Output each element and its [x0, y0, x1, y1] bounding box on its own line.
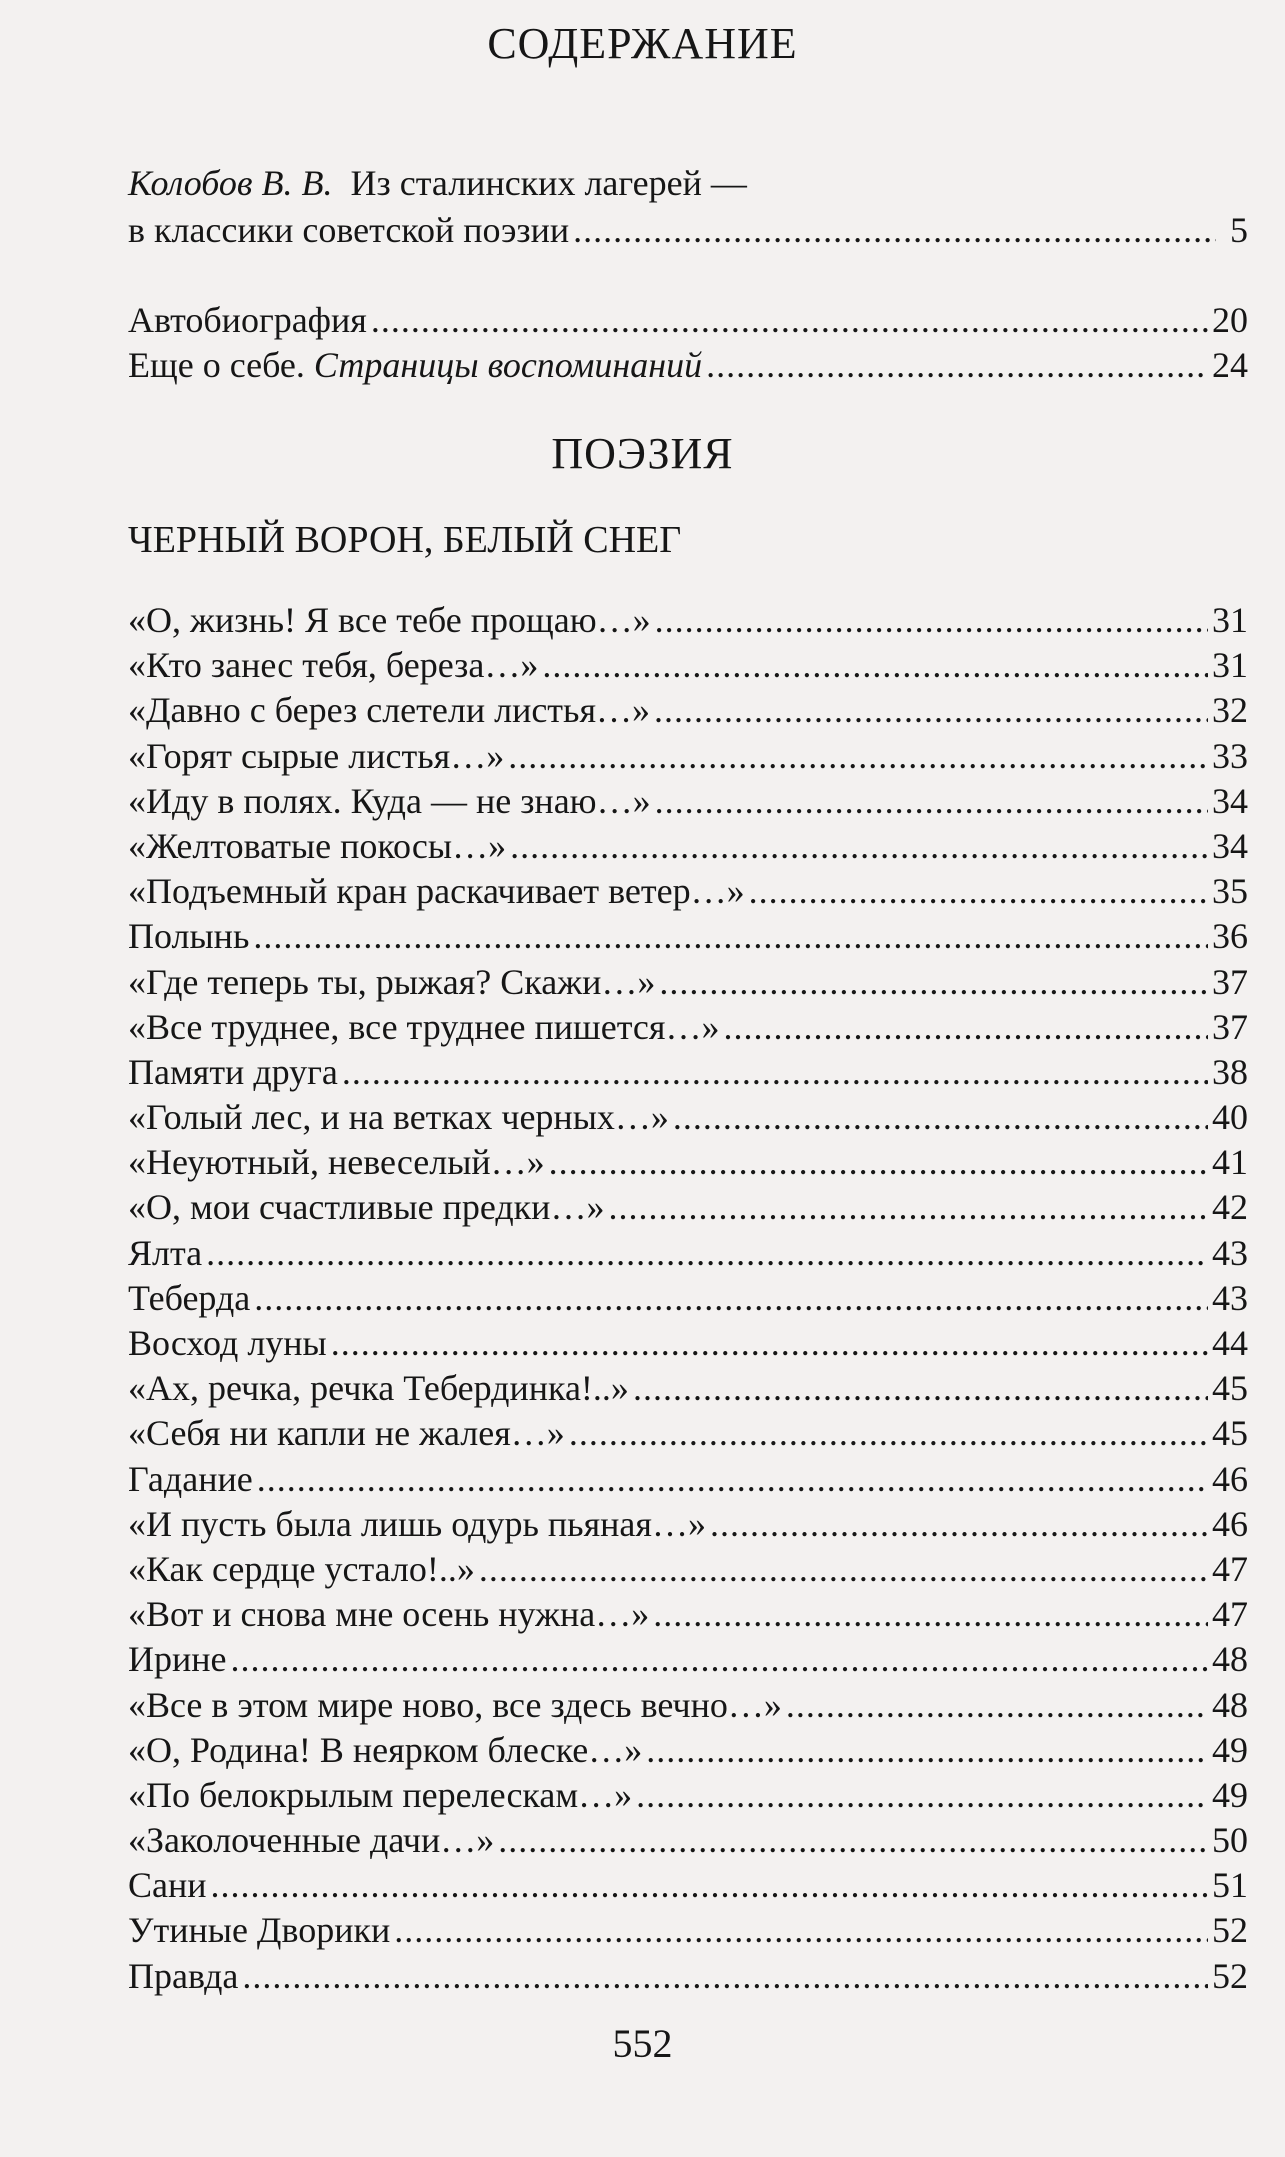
entry-title: Сани — [128, 1865, 207, 1906]
toc-entry — [128, 1457, 1248, 1502]
dot-leader — [710, 1502, 1208, 1547]
dot-leader — [510, 824, 1208, 869]
dot-leader — [542, 643, 1208, 688]
subsection-heading: ЧЕРНЫЙ ВОРОН, БЕЛЫЙ СНЕГ — [128, 519, 682, 561]
dot-leader — [655, 779, 1208, 824]
entry-page: 20 — [1212, 300, 1248, 340]
entry-page: 40 — [1212, 1097, 1248, 1138]
entry-title: «Иду в полях. Куда — не знаю…» — [128, 780, 651, 821]
entry-page: 31 — [1212, 600, 1248, 640]
intro-title-line2: в классики советской поэзии — [128, 210, 570, 250]
entry-page: 49 — [1212, 1729, 1248, 1770]
toc-entry — [128, 1231, 1248, 1276]
entry-page: 42 — [1212, 1187, 1248, 1228]
entry-title: «Заколоченные дачи…» — [128, 1820, 495, 1861]
entry-title: «Ах, речка, речка Тебердинка!..» — [128, 1368, 629, 1409]
dot-leader — [371, 298, 1208, 343]
toc-entry — [128, 1773, 1248, 1818]
entry-title: Ялта — [128, 1232, 203, 1273]
toc-entry — [128, 1954, 1248, 1999]
front-entry-memoirs — [128, 343, 1248, 388]
entry-page: 50 — [1212, 1820, 1248, 1861]
dot-leader — [654, 688, 1208, 733]
dot-leader — [646, 1728, 1208, 1773]
entry-title: «Давно с берез слетели листья…» — [128, 690, 651, 731]
dot-leader — [342, 1050, 1208, 1095]
toc-entry — [128, 1502, 1248, 1547]
dot-leader — [608, 1185, 1208, 1230]
entry-title: Еще о себе. — [128, 345, 314, 386]
entry-page: 45 — [1212, 1368, 1248, 1409]
dot-leader — [636, 1773, 1208, 1818]
intro-author: Колобов В. В. — [128, 163, 333, 203]
front-entry-autobiography — [128, 298, 1248, 343]
entry-title: «Голый лес, и на ветках черных…» — [128, 1097, 669, 1138]
dot-leader — [659, 960, 1208, 1005]
entry-title: «И пусть была лишь одурь пьяная…» — [128, 1503, 706, 1544]
entry-page: 35 — [1212, 871, 1248, 912]
dot-leader — [479, 1547, 1208, 1592]
entry-page: 47 — [1212, 1594, 1248, 1635]
toc-entry — [128, 1818, 1248, 1863]
entry-page: 43 — [1212, 1277, 1248, 1318]
toc-entry — [128, 914, 1248, 959]
toc-entry — [128, 598, 1248, 643]
entry-title: «О, жизнь! Я все тебе прощаю…» — [128, 600, 651, 640]
entry-title: «Все в этом мире ново, все здесь вечно…» — [128, 1684, 782, 1725]
entry-page: 34 — [1212, 825, 1248, 866]
toc-entry — [128, 1637, 1248, 1682]
dot-leader — [231, 1637, 1208, 1682]
toc-entry — [128, 1863, 1248, 1908]
entry-page: 48 — [1212, 1639, 1248, 1680]
dot-leader — [573, 208, 1216, 253]
entry-title: «Горят сырые листья…» — [128, 735, 505, 776]
dot-leader — [786, 1683, 1208, 1728]
toc-entry — [128, 1140, 1248, 1185]
entry-title-italic: Страницы воспоминаний — [313, 345, 703, 386]
dot-leader — [211, 1863, 1208, 1908]
toc-heading: СОДЕРЖАНИЕ — [487, 19, 798, 68]
entry-title: «Желтоватые покосы…» — [128, 825, 507, 866]
entry-title: «О, мои счастливые предки…» — [128, 1187, 605, 1228]
entry-title: «Кто занес тебя, береза…» — [128, 645, 539, 686]
entry-title: Автобиография — [128, 300, 367, 340]
entry-page: 52 — [1212, 1955, 1248, 1996]
entry-page: 41 — [1212, 1142, 1248, 1183]
dot-leader — [331, 1321, 1208, 1366]
entry-page: 32 — [1212, 690, 1248, 731]
dot-leader — [508, 734, 1208, 779]
toc-entry — [128, 688, 1248, 733]
entry-page: 33 — [1212, 735, 1248, 776]
toc-entry — [128, 643, 1248, 688]
entry-page: 44 — [1212, 1323, 1248, 1363]
entry-title: «По белокрылым перелескам…» — [128, 1774, 633, 1815]
dot-leader — [633, 1366, 1208, 1411]
entry-title: Утиные Дворики — [128, 1910, 391, 1951]
toc-entry — [128, 779, 1248, 824]
entry-page: 38 — [1212, 1051, 1248, 1092]
entry-page: 48 — [1212, 1684, 1248, 1725]
entry-page: 45 — [1212, 1413, 1248, 1454]
toc-entry — [128, 824, 1248, 869]
entry-page: 51 — [1212, 1865, 1248, 1906]
entry-title: «Подъемный кран раскачивает ветер…» — [128, 871, 745, 912]
dot-leader — [723, 1005, 1208, 1050]
dot-leader — [254, 1276, 1208, 1321]
dot-leader — [242, 1954, 1208, 1999]
intro-entry-line2 — [128, 208, 1248, 253]
entry-page: 46 — [1212, 1458, 1248, 1499]
dot-leader — [673, 1095, 1208, 1140]
toc-entry — [128, 960, 1248, 1005]
entry-title: Ирине — [128, 1639, 227, 1680]
dot-leader — [498, 1818, 1208, 1863]
intro-page: 5 — [1230, 210, 1248, 250]
entry-title: «О, Родина! В неярком блеске…» — [128, 1729, 643, 1770]
intro-entry-line1 — [128, 158, 1248, 208]
toc-entry — [128, 869, 1248, 914]
entry-page: 47 — [1212, 1548, 1248, 1589]
entry-title: «Неуютный, невеселый…» — [128, 1142, 545, 1183]
intro-title-line1: Из сталинских лагерей — — [350, 163, 747, 203]
toc-entry — [128, 1592, 1248, 1637]
entry-page: 52 — [1212, 1910, 1248, 1951]
toc-entry — [128, 1276, 1248, 1321]
toc-entry — [128, 1185, 1248, 1230]
entry-title: «Все труднее, все труднее пишется…» — [128, 1006, 720, 1047]
toc-entry — [128, 1547, 1248, 1592]
toc-entry — [128, 1683, 1248, 1728]
entry-page: 46 — [1212, 1503, 1248, 1544]
entry-title: Восход луны — [128, 1323, 327, 1363]
dot-leader — [749, 869, 1208, 914]
entry-page: 36 — [1212, 916, 1248, 957]
entry-title: «Вот и снова мне осень нужна…» — [128, 1594, 650, 1635]
toc-entry — [128, 1366, 1248, 1411]
entry-page: 37 — [1212, 1006, 1248, 1047]
dot-leader — [206, 1231, 1208, 1276]
toc-entry — [128, 1321, 1248, 1366]
entry-title: Правда — [128, 1955, 239, 1996]
entry-page: 49 — [1212, 1774, 1248, 1815]
toc-entry — [128, 734, 1248, 779]
poem-list — [128, 598, 1248, 1999]
entry-title: Памяти друга — [128, 1051, 338, 1092]
entry-page: 43 — [1212, 1232, 1248, 1273]
entry-page: 37 — [1212, 961, 1248, 1002]
entry-title: Теберда — [128, 1277, 251, 1318]
page-number: 552 — [612, 2021, 673, 2066]
toc-entry — [128, 1908, 1248, 1953]
section-heading: ПОЭЗИЯ — [551, 429, 734, 478]
entry-title: Гадание — [128, 1458, 253, 1499]
entry-page: 34 — [1212, 780, 1248, 821]
toc-entry — [128, 1005, 1248, 1050]
entry-title: «Себя ни капли не жалея…» — [128, 1413, 565, 1454]
toc-entry — [128, 1050, 1248, 1095]
dot-leader — [394, 1908, 1208, 1953]
entry-title: «Как сердце устало!..» — [128, 1548, 475, 1589]
intro-entry — [128, 158, 1248, 253]
dot-leader — [549, 1140, 1208, 1185]
entry-title: Полынь — [128, 916, 250, 957]
entry-page: 24 — [1212, 345, 1248, 386]
entry-title: «Где теперь ты, рыжая? Скажи…» — [128, 961, 656, 1002]
toc-entry — [128, 1095, 1248, 1140]
dot-leader — [253, 914, 1208, 959]
dot-leader — [653, 1592, 1208, 1637]
toc-entry — [128, 1411, 1248, 1456]
dot-leader — [655, 598, 1208, 643]
dot-leader — [257, 1457, 1208, 1502]
toc-entry — [128, 1728, 1248, 1773]
front-entries — [128, 298, 1248, 388]
dot-leader — [706, 343, 1208, 388]
entry-page: 31 — [1212, 645, 1248, 686]
dot-leader — [569, 1411, 1208, 1456]
